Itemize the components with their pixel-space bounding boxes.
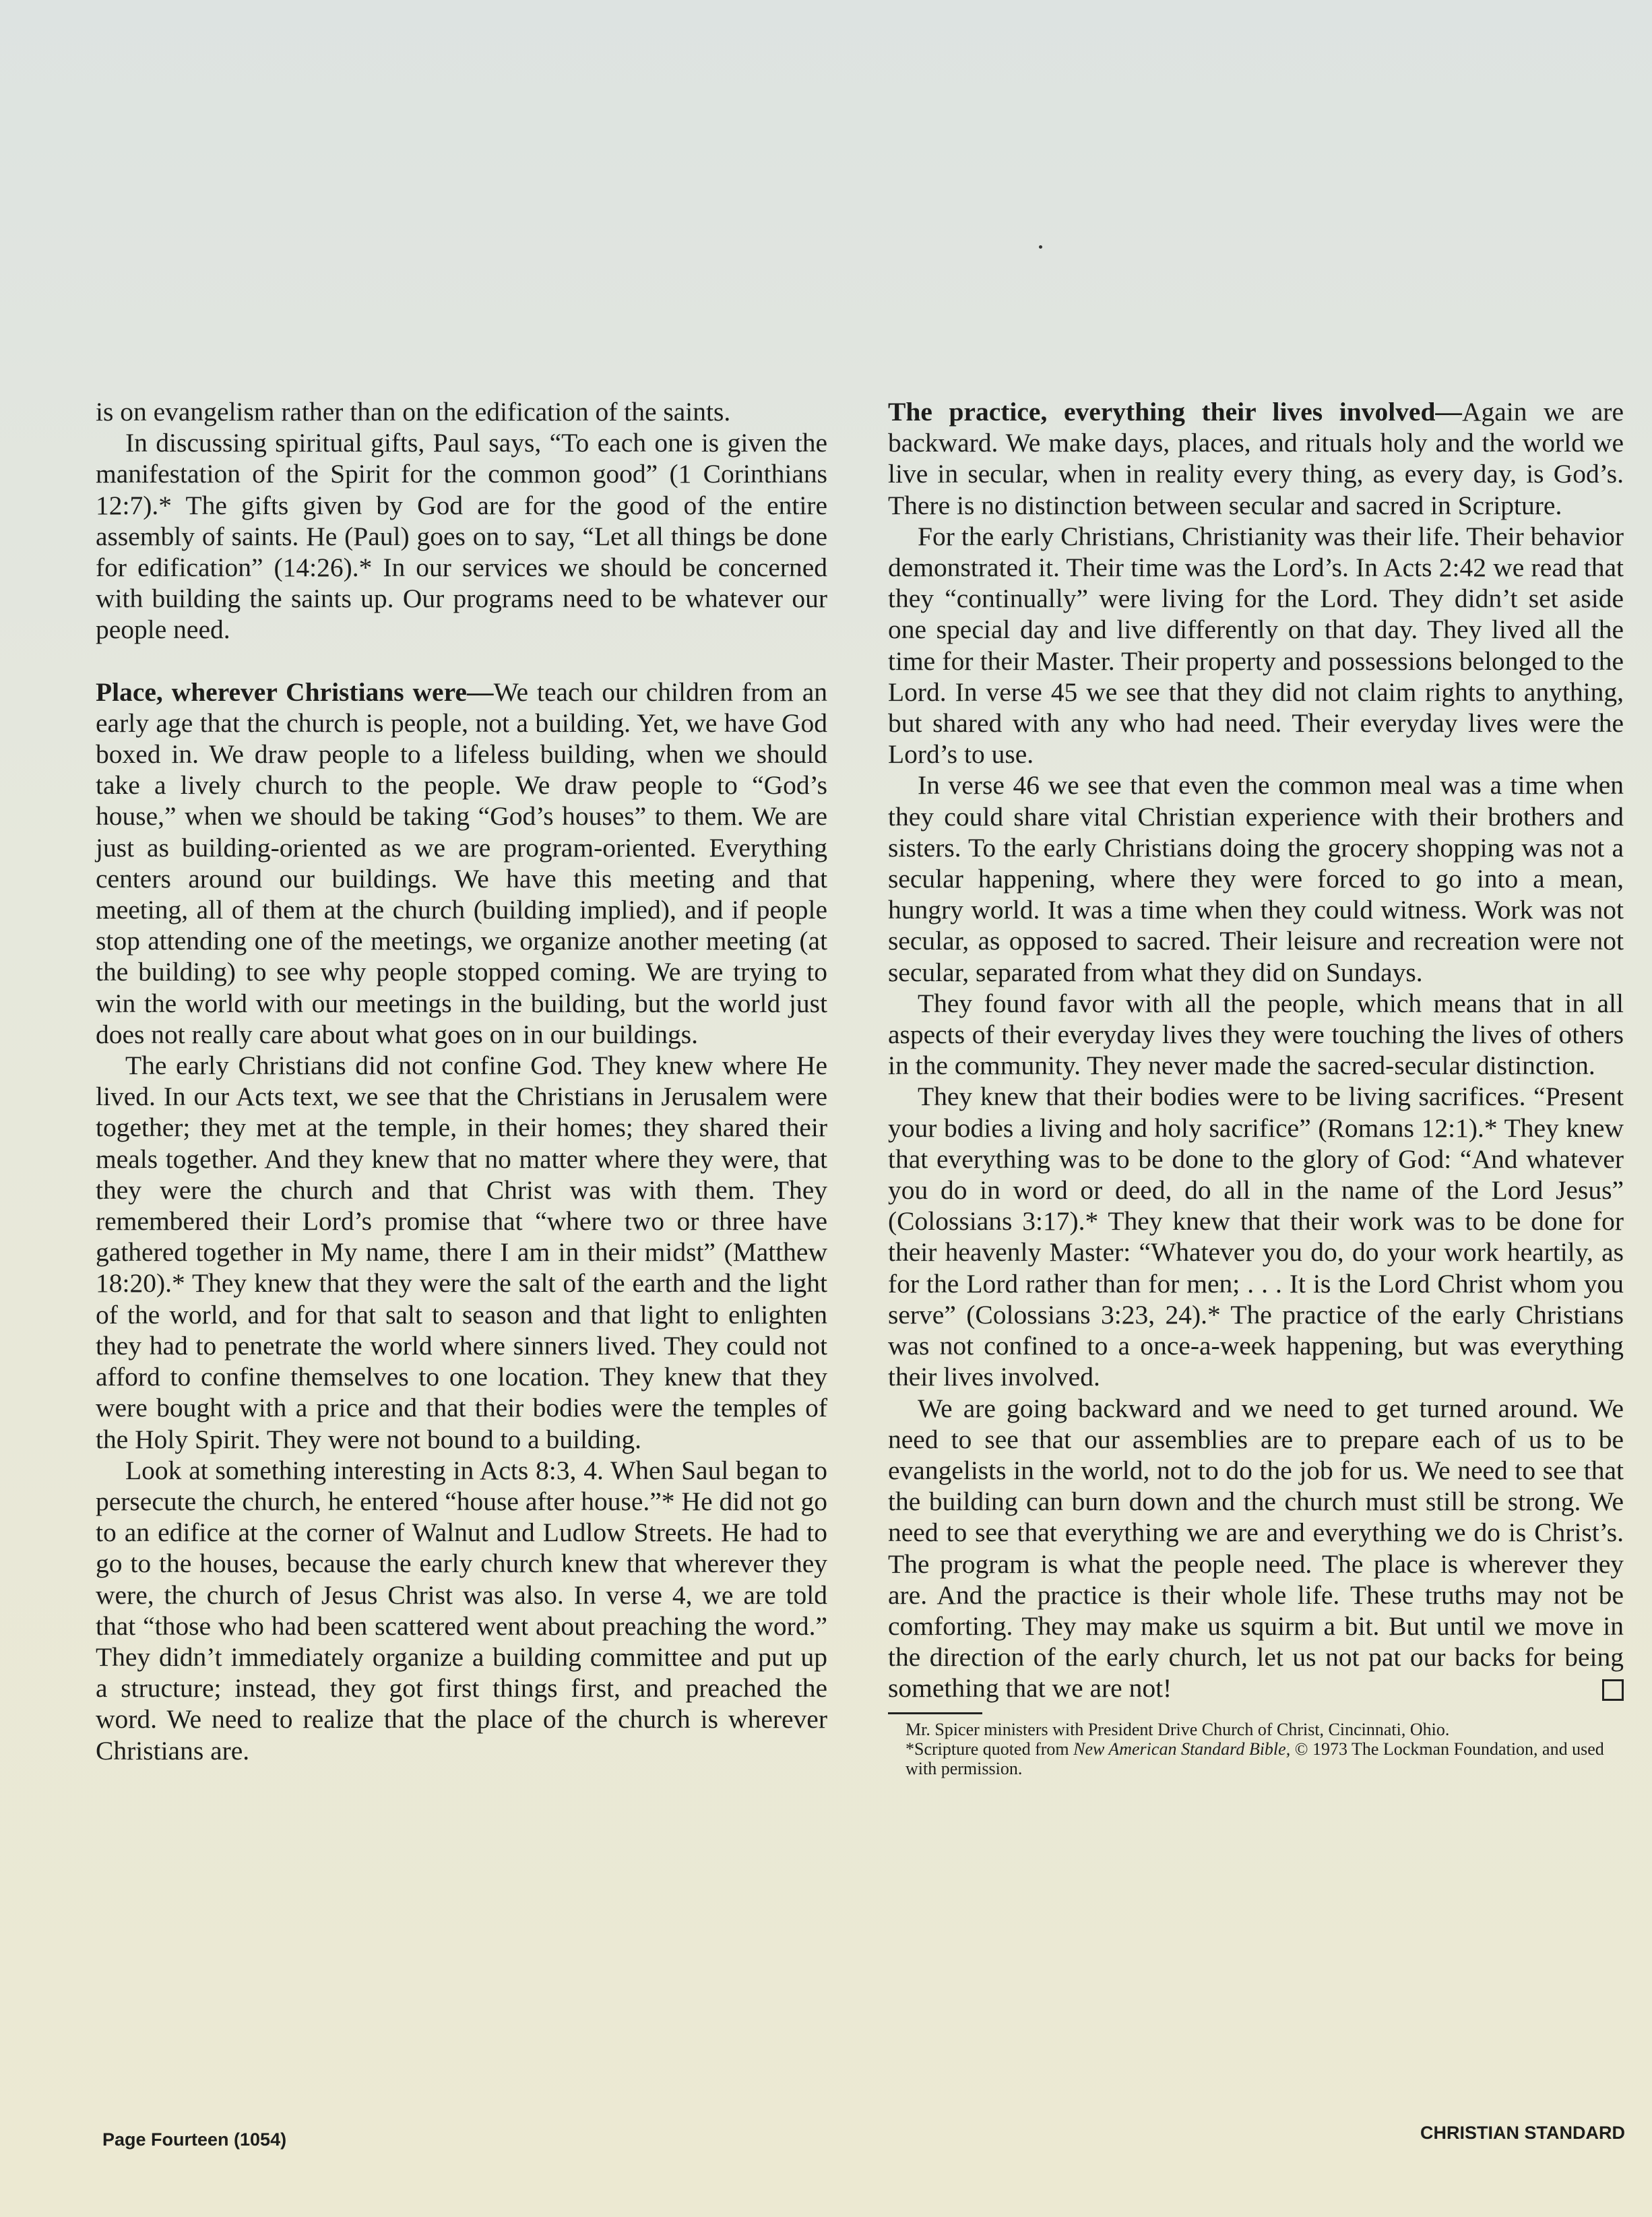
paragraph-text: We teach our children from an early age that the church is people, not a building. Yet, we have God boxed in. We draw people to a lifeless building, when we should take a lively church to the people. We draw people to “God’s house,” when we should be taking “God’s houses” to them. We are just as building-oriented as we are program-oriented. Everything centers around our buildings. We have this meeting and that meeting, all of them at the church (building implied), and if people stop attending one of the meetings, we organize another meeting (at the building) to see why people stopped coming. We are trying to win the world with our meetings in the building, but the world just does not really care about what goes on in our buildings. bbox=[96, 677, 827, 1049]
right-column bbox=[888, 396, 1624, 1778]
paragraph: In verse 46 we see that even the common meal was a time when they could share vital Christian experience with their brothers and sisters. To the early Christians doing the grocery shopping was not a secular happening, where they were forced to go into a mean, hungry world. It was a time when they could witness. Work was not secular, as opposed to sacred. Their leisure and recreation were not secular, separated from what they did on Sundays. bbox=[888, 770, 1624, 987]
footnote-divider bbox=[888, 1712, 982, 1714]
paragraph: They found favor with all the people, which means that in all aspects of their everyday lives they were touching the lives of others in the community. They never made the sacred-secular distinction. bbox=[888, 988, 1624, 1081]
paragraph: The early Christians did not confine God. They knew where He lived. In our Acts text, we see that the Christians in Jerusalem were together; they met at the temple, in their homes; they shared their meals together. And they knew that no matter where they were, that they were the church and that Christ was with them. They remembered their Lord’s promise that “where two or three have gathered together in My name, there I am in their midst” (Matthew 18:20).* They knew that they were the salt of the earth and the light of the world, and for that salt to season and that light to enlighten they had to penetrate the world where sinners lived. They could not afford to confine themselves to one location. They knew that they were bought with a price and that their bodies were the temples of the Holy Spirit. They were not bound to a building. bbox=[96, 1051, 827, 1454]
publication-name: CHRISTIAN STANDARD bbox=[1420, 2123, 1625, 2143]
credit-text: *Scripture quoted from bbox=[906, 1739, 1074, 1759]
paragraph: They knew that their bodies were to be living sacrifices. “Present your bodies a living and holy sacrifice” (Romans 12:1).* They knew that everything was to be done to the glory of God: “And whatever you do in word or deed, do all in the name of the Lord Jesus” (Colossians 3:17).* They knew that their work was to be done for their heavenly Master: “Whatever you do, do your work heartily, as for the Lord rather than for men; . . . It is the Lord Christ whom you serve” (Colossians 3:23, 24).* The practice of the early Christians was not confined to a once-a-week happening, but was everything their lives involved. bbox=[888, 1082, 1624, 1392]
section-heading-practice: The practice, everything their lives involved— bbox=[888, 397, 1462, 427]
page-number: Page Fourteen (1054) bbox=[102, 2129, 287, 2150]
speck bbox=[1039, 245, 1042, 249]
scripture-credit bbox=[888, 1739, 1624, 1778]
credit-text: © 1973 The Lockman Foundation, and used with permission. bbox=[906, 1739, 1604, 1778]
end-of-article-mark bbox=[1602, 1679, 1624, 1701]
section-heading-place: Place, wherever Christians were— bbox=[96, 677, 494, 707]
closing-paragraph bbox=[888, 1393, 1624, 1704]
section-paragraph-place bbox=[96, 677, 827, 1050]
bible-title: New American Standard Bible, bbox=[1073, 1739, 1291, 1759]
author-note: Mr. Spicer ministers with President Drive Church of Christ, Cincinnati, Ohio. bbox=[906, 1719, 1450, 1739]
paragraph-text: Again we are backward. We make days, places, and rituals holy and the world we live in secular, when in reality every thing, as every day, is God’s. There is no distinction between secular and sacred in Scripture. bbox=[888, 397, 1624, 520]
paragraph: is on evangelism rather than on the edification of the saints. bbox=[96, 397, 731, 427]
paragraph: For the early Christians, Christianity was their life. Their behavior demonstrated it. Their time was the Lord’s. In Acts 2:42 we read that they “continually” were living for the Lord. They didn’t set aside one special day and live differently on that day. They lived all the time for their Master. Their property and possessions belonged to the Lord. In verse 45 we see that they did not claim rights to anything, but shared with any who had need. Their everyday lives were the Lord’s to use. bbox=[888, 521, 1624, 770]
section-paragraph-practice bbox=[888, 396, 1624, 521]
left-column bbox=[96, 396, 827, 1766]
paragraph: In discussing spiritual gifts, Paul says, “To each one is given the manifestation of the Spirit for the common good” (1 Corinthians 12:7).* The gifts given by God are for the good of the entire assembly of saints. He (Paul) goes on to say, “Let all things be done for edification” (14:26).* In our services we should be concerned with building the saints up. Our programs need to be whatever our people need. bbox=[96, 428, 827, 645]
paragraph: Look at something interesting in Acts 8:3, 4. When Saul began to persecute the church, he entered “house after house.”* He did not go to an edifice at the corner of Walnut and Ludlow Streets. He had to go to the houses, because the early church knew that wherever they were, the church of Jesus Christ was also. In verse 4, we are told that “those who had been scattered went about preaching the word.” They didn’t immediately organize a building committee and put up a structure; instead, they got first things first, and preached the word. We need to realize that the place of the church is wherever Christians are. bbox=[96, 1455, 827, 1766]
paragraph-text: We are going backward and we need to get turned around. We need to see that our assemblies are to prepare each of us to be evangelists in the world, not to do the job for us. We need to see that the building can burn down and the church must still be strong. We need to see that everything we are and everything we do is Christ’s. The program is what the people need. The place is wherever they are. And the practice is their whole life. These truths may not be comforting. They may make us squirm a bit. But until we move in the direction of the early church, let us not pat our backs for being something that we are not! bbox=[888, 1393, 1624, 1704]
